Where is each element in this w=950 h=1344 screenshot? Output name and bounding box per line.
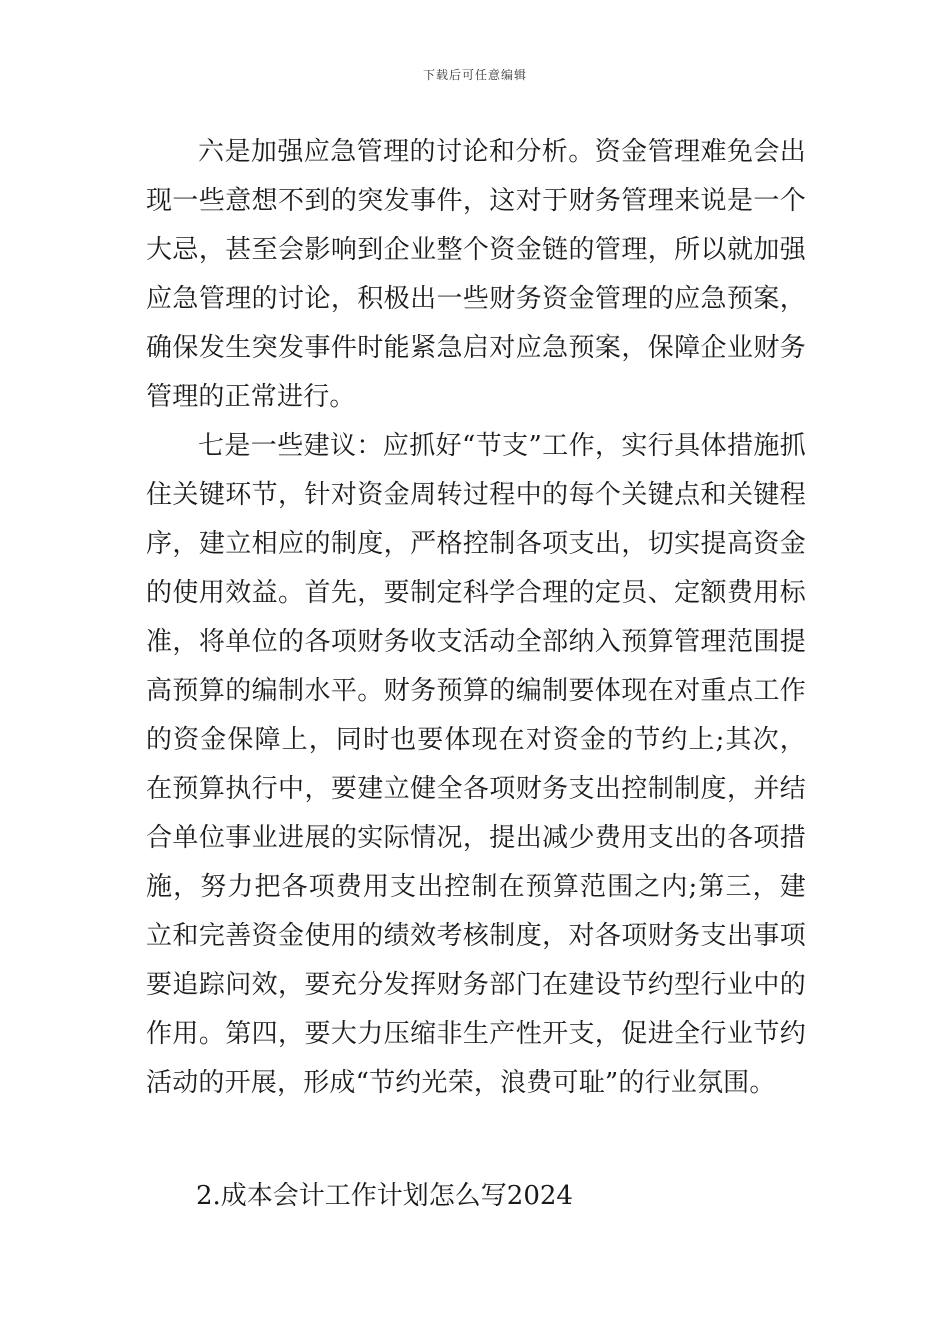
paragraph-emergency-management: 六是加强应急管理的讨论和分析。资金管理难免会出现一些意想不到的突发事件，这对于财务管理来说是一个大忌，甚至会影响到企业整个资金链的管理，所以就加强应急管理的讨论，积极出一些财务资金管理的应急预案，确保发生突发事件时能紧急启对应急预案，保障企业财务管理的正常进行。 [146,137,806,412]
page-header-note: 下载后可任意编辑 [422,68,527,82]
paragraph-suggestions: 七是一些建议：应抓好“节支”工作，实行具体措施抓住关键环节，针对资金周转过程中的每个关键点和关键程序，建立相应的制度，严格控制各项支出，切实提高资金的使用效益。首先，要制定科学合理的定员、定额费用标准，将单位的各项财务收支活动全部纳入预算管理范围提高预算的编制水平。财务预算的编制要体现在对重点工作的资金保障上，同时也要体现在对资金的节约上;其次，在预算执行中，要建立健全各项财务支出控制制度，并结合单位事业进展的实际情况，提出减少费用支出的各项措施，努力把各项费用支出控制在预算范围之内;第三，建立和完善资金使用的绩效考核制度，对各项财务支出事项要追踪问效，要充分发挥财务部门在建设节约型行业中的作用。第四，要大力压缩非生产性开支，促进全行业节约活动的开展，形成“节约光荣，浪费可耻”的行业氛围。 [146,431,806,1098]
document-body [146,128,806,1108]
section-heading: 2.成本会计工作计划怎么写2024 [196,1181,573,1211]
